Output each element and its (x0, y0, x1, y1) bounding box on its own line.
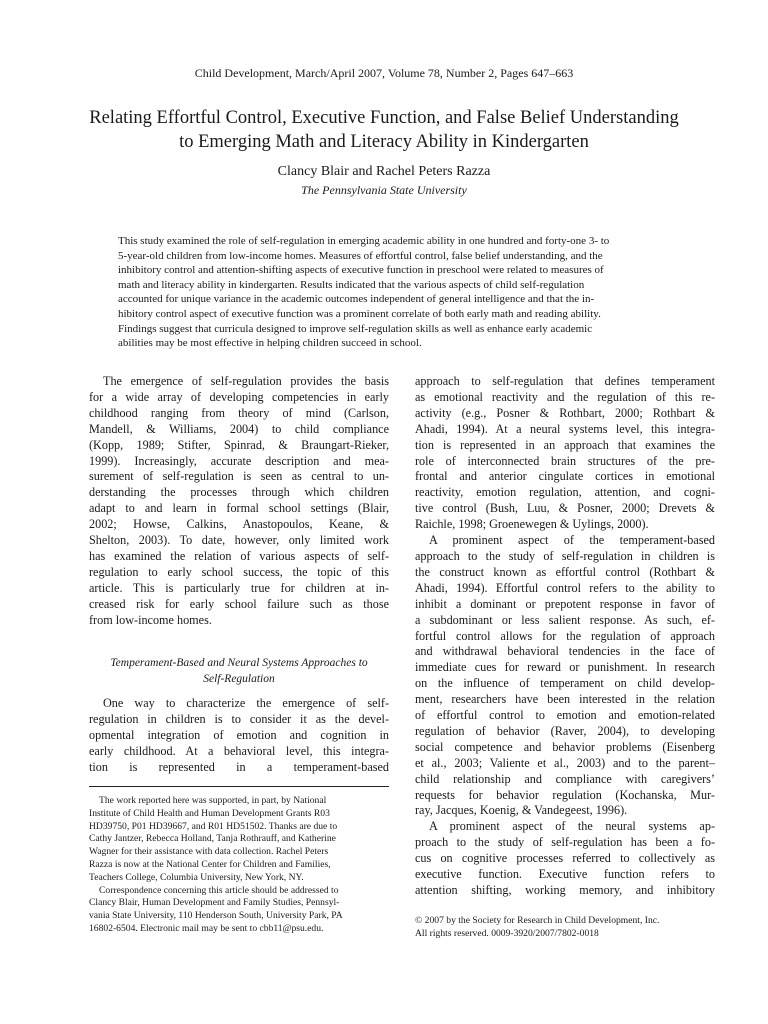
abstract-line: Findings suggest that curricula designed to improve self-regulation skills as well as enhance early academic (118, 322, 593, 335)
body-line: requests for behavior regulation (Kochanska, Mur- (415, 787, 715, 802)
body-line: fortful control allows for the regulation of approach (415, 628, 715, 643)
footnote-line: Teachers College, Columbia University, New York, NY. (89, 871, 304, 883)
heading-line: Temperament-Based and Neural Systems Approaches to (110, 657, 368, 669)
body-line: ment, researchers have been interested in the relation (415, 692, 715, 707)
body-line: opmental integration of emotion and cognition in (89, 727, 389, 742)
body-line: tive control (Bush, Luu, & Posner, 2000; Drevets & (415, 501, 715, 516)
body-line: A prominent aspect of the neural systems ap- (429, 819, 715, 834)
body-line: executive function. Executive function refers to (415, 867, 715, 882)
body-line: cus on cognitive processes referred to collectively as (415, 851, 715, 866)
body-line: child relationship and compliance with caregivers’ (415, 771, 715, 786)
body-line: activity (e.g., Posner & Rothbart, 2000; Rothbart & (415, 405, 715, 420)
section-heading (89, 655, 389, 687)
body-line: approach to the study of self-regulation in children is (415, 548, 715, 563)
body-line: Ahadi, 1994). Effortful control refers to the ability to (415, 580, 715, 595)
authors: Clancy Blair and Rachel Peters Razza (277, 164, 491, 179)
body-line: article. This is particularly true for children at in- (89, 580, 389, 595)
abstract (118, 234, 692, 351)
body-line: regulation of behavior (Raver, 2004), to developing (415, 723, 715, 738)
body-line: on the influence of temperament on child develop- (415, 676, 715, 691)
title-line: to Emerging Math and Literacy Ability in Kindergarten (179, 132, 589, 152)
body-line: role of interconnected brain structures of the pre- (415, 453, 715, 468)
journal-citation: Child Development, March/April 2007, Volume 78, Number 2, Pages 647–663 (194, 66, 574, 80)
body-line: childhood ranging from theory of mind (Carlson, (89, 405, 389, 420)
body-line: social competence and behavior problems (Eisenberg (415, 739, 715, 754)
body-line: Ahadi, 1994). At a neural systems level, this integra- (415, 421, 715, 436)
body-line: 2002; Howse, Calkins, Anastopoulos, Keane, & (89, 517, 389, 532)
article-title (60, 106, 708, 154)
body-line: regulation to early school success, the topic of this (89, 564, 389, 579)
body-line: attention shifting, working memory, and inhibitory (415, 883, 715, 897)
body-line: of effortful control to emotion and emotion-related (415, 708, 715, 723)
footnote-line: Institute of Child Health and Human Development Grants R03 (89, 807, 330, 819)
body-line: tion is represented in a temperament-based (89, 759, 389, 774)
body-line: for a wide array of developing competencies in early (89, 389, 389, 404)
abstract-line: 5-year-old children from low-income homes. Measures of effortful control, false belief understanding, and the (118, 249, 603, 262)
body-line: reactivity, emotion regulation, attention, and cogni- (415, 485, 715, 500)
body-line: 1999). Increasingly, accurate description and mea- (89, 453, 389, 468)
body-line: creased risk for early school failure such as those (89, 596, 389, 611)
body-line: adapt to and learn in formal school settings (Blair, (89, 501, 389, 516)
body-line: tion is represented in an approach that examines the (415, 437, 715, 452)
body-line: ray, Jacques, Koenig, & Vandegeest, 1996). (415, 803, 628, 818)
body-line: A prominent aspect of the temperament-based (429, 533, 715, 548)
footnote-line: Clancy Blair, Human Development and Family Studies, Pennsyl- (89, 897, 340, 909)
body-line: early childhood. At a behavioral level, this integra- (89, 743, 389, 758)
heading-line: Self-Regulation (203, 673, 275, 685)
abstract-line: math and literacy ability in kindergarten. Results indicated that the various aspects of child self-regulation (118, 278, 585, 291)
body-line: Mandell, & Williams, 2004) to child compliance (89, 421, 389, 436)
body-line: et al., 2003; Valiente et al., 2003) and to the parent– (415, 755, 715, 770)
body-line: the construct known as effortful control (Rothbart & (415, 564, 715, 579)
right-column (415, 374, 715, 899)
copyright-line: All rights reserved. 0009-3920/2007/7802-0018 (415, 928, 599, 939)
body-line: and withdrawal behavioral tendencies in the face of (415, 644, 715, 659)
footnote-line: HD39750, P01 HD39667, and R01 HD51502. Thanks are due to (89, 820, 338, 832)
body-line: Shelton, 2003). To date, however, only limited work (89, 533, 389, 548)
abstract-line: inhibitory control and attention-shifting aspects of executive function in preschool were related to measures of (118, 264, 604, 277)
abstract-line: hibitory control aspect of executive function was a prominent correlate of both early math and reading ability. (118, 307, 601, 320)
footnote-line: Correspondence concerning this article should be addressed to (99, 884, 339, 896)
footnote-line: Cathy Jantzer, Rebecca Holland, Tanja Rothrauff, and Katherine (89, 833, 336, 845)
footnote-line: The work reported here was supported, in part, by National (99, 795, 327, 806)
body-line: frontal and anterior cingulate cortices in emotional (415, 469, 715, 484)
footnote-line: Razza is now at the National Center for Children and Families, (89, 858, 331, 870)
left-column-intro (89, 374, 389, 629)
body-line: surement of self-regulation is seen as central to un- (89, 469, 389, 484)
footnote-divider (89, 786, 389, 787)
footnote (89, 795, 389, 936)
footnote-line: Wagner for their assistance with data collection. Rachel Peters (89, 846, 329, 858)
body-line: Raichle, 1998; Groenewegen & Uylings, 2000). (415, 517, 649, 532)
body-line: derstanding the processes through which children (89, 485, 389, 500)
body-line: One way to characterize the emergence of self- (103, 696, 389, 710)
body-line: has examined the relation of various aspects of self- (89, 548, 389, 563)
affiliation: The Pennsylvania State University (301, 183, 467, 197)
left-column-paragraph (89, 696, 389, 776)
body-line: The emergence of self-regulation provides the basis (103, 374, 389, 388)
body-line: approach to self-regulation that defines temperament (415, 374, 715, 388)
body-line: regulation in children is to consider it as the devel- (89, 711, 389, 726)
abstract-line: accounted for unique variance in the academic outcomes independent of general intelligence and that the in- (118, 293, 595, 306)
body-line: inhibit a dominant or prepotent response in favor of (415, 596, 715, 611)
copyright-line: © 2007 by the Society for Research in Child Development, Inc. (415, 915, 660, 926)
body-line: a subdominant or less salient response. As such, ef- (415, 612, 715, 627)
body-line: proach to the study of self-regulation has been a fo- (415, 835, 715, 850)
copyright-notice (415, 914, 715, 940)
body-line: as emotional reactivity and the regulation of this re- (415, 389, 715, 404)
footnote-line: 16802-6504. Electronic mail may be sent to cbb11@psu.edu. (89, 922, 324, 934)
body-line: from low-income homes. (89, 612, 212, 627)
title-line: Relating Effortful Control, Executive Function, and False Belief Understanding (89, 108, 679, 128)
footnote-line: vania State University, 110 Henderson South, University Park, PA (89, 910, 343, 922)
body-line: immediate cues for reward or punishment. In research (415, 660, 715, 675)
abstract-line: This study examined the role of self-regulation in emerging academic ability in one hundred and forty-one 3- to (118, 235, 610, 247)
abstract-line: abilities may be most effective in helping children succeed in school. (118, 337, 422, 350)
body-line: (Kopp, 1989; Stifter, Spinrad, & Braungart-Rieker, (89, 437, 389, 452)
